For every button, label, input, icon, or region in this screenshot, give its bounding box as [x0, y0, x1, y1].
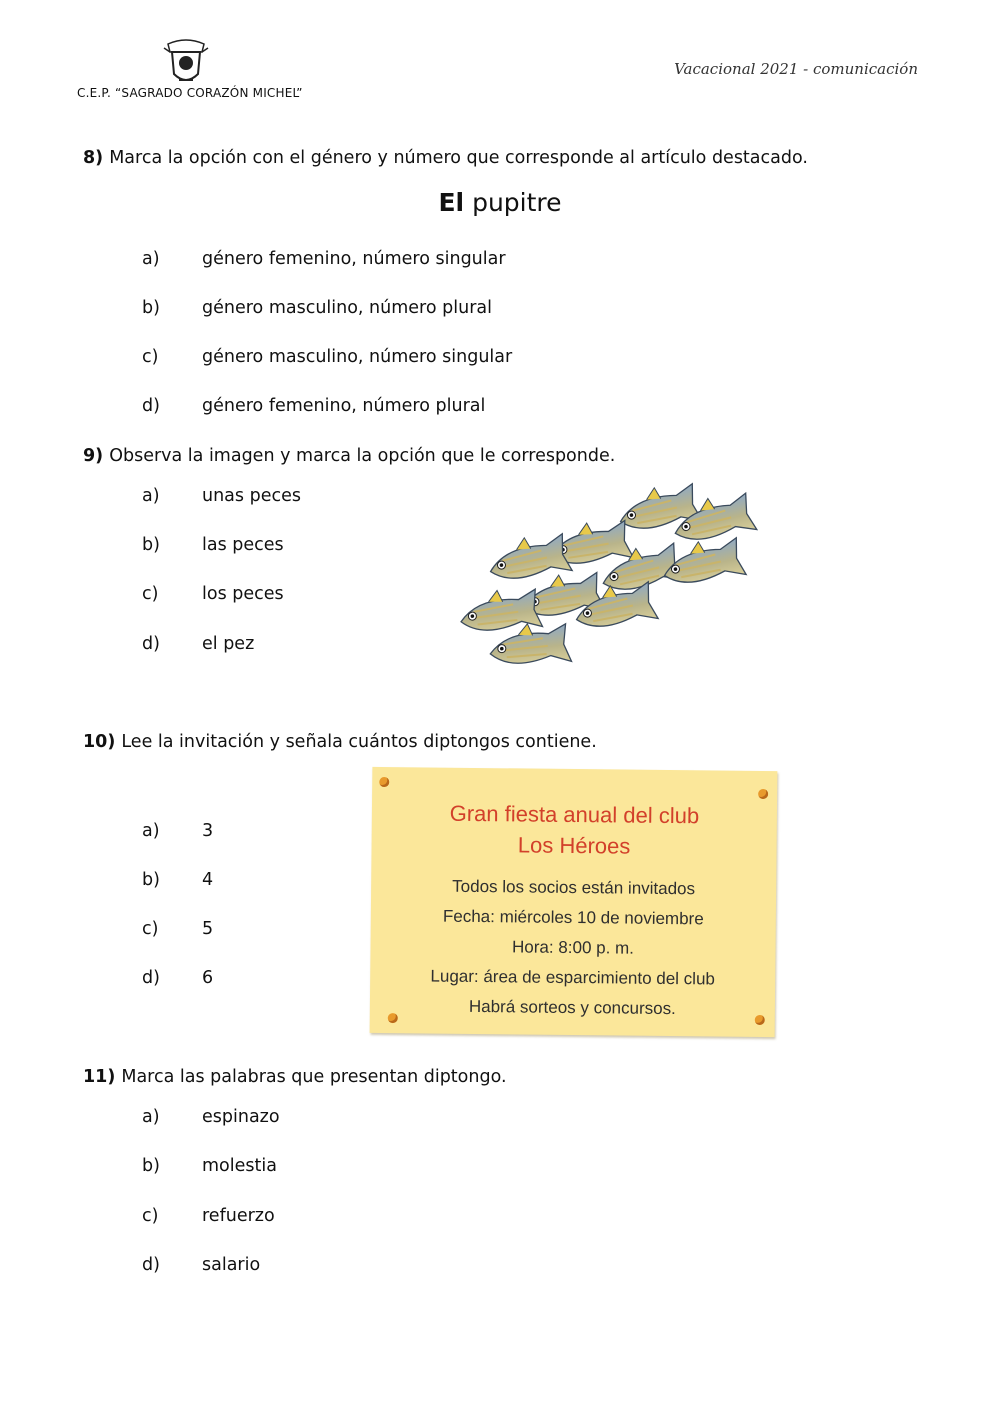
- invitation-line: Lugar: área de esparcimiento del club: [430, 966, 716, 989]
- school-name: C.E.P. “SAGRADO CORAZÓN MICHEL”: [77, 86, 303, 100]
- invitation-line: Hora: 8:00 p. m.: [511, 937, 635, 958]
- question-number: 10): [83, 732, 116, 752]
- phrase-noun: pupitre: [472, 188, 562, 217]
- question-text: Marca la opción con el género y número que corresponde al artículo destacado.: [109, 148, 808, 168]
- question-text: Marca las palabras que presentan diptongo.: [121, 1067, 507, 1087]
- option-letter: c): [142, 584, 159, 604]
- option-text: género masculino, número singular: [202, 347, 513, 367]
- option-text: refuerzo: [202, 1206, 275, 1226]
- option-text: unas peces: [202, 486, 301, 506]
- question-9: [83, 446, 615, 466]
- option-text: molestia: [202, 1156, 277, 1176]
- option-text: género masculino, número plural: [202, 298, 492, 318]
- phrase-article: El: [438, 188, 465, 217]
- option-letter: d): [142, 968, 160, 988]
- highlighted-phrase: [0, 188, 1000, 217]
- option-letter: d): [142, 396, 160, 416]
- question-number: 8): [83, 148, 104, 168]
- option-letter: d): [142, 1255, 160, 1275]
- option-letter: a): [142, 486, 160, 506]
- invitation-title-line1: Gran fiesta anual del club: [449, 800, 700, 829]
- option-text: 3: [202, 821, 214, 841]
- option-letter: b): [142, 870, 160, 890]
- option-letter: a): [142, 821, 160, 841]
- pin-icon: [388, 1013, 398, 1023]
- question-11: [83, 1067, 507, 1087]
- option-text: género femenino, número singular: [202, 249, 506, 269]
- question-number: 11): [83, 1067, 116, 1087]
- invitation-note: [370, 767, 778, 1037]
- question-10: [83, 732, 597, 752]
- pin-icon: [755, 1015, 765, 1025]
- option-text: 6: [202, 968, 214, 988]
- option-text: 4: [202, 870, 214, 890]
- option-letter: a): [142, 249, 160, 269]
- option-letter: a): [142, 1107, 160, 1127]
- option-letter: c): [142, 919, 159, 939]
- page-subtitle: Vacacional 2021 - comunicación: [674, 60, 918, 78]
- pin-icon: [379, 777, 389, 787]
- option-text: las peces: [202, 535, 284, 555]
- pin-icon: [758, 789, 768, 799]
- option-letter: c): [142, 1206, 159, 1226]
- fish-school-illustration: [448, 482, 760, 687]
- invitation-line: Todos los socios están invitados: [452, 876, 696, 899]
- option-letter: d): [142, 634, 160, 654]
- option-text: el pez: [202, 634, 255, 654]
- option-text: espinazo: [202, 1107, 280, 1127]
- question-text: Lee la invitación y señala cuántos diptongos contiene.: [121, 732, 597, 752]
- option-text: género femenino, número plural: [202, 396, 486, 416]
- invitation-line: Habrá sorteos y concursos.: [468, 996, 676, 1019]
- option-letter: b): [142, 1156, 160, 1176]
- option-text: 5: [202, 919, 214, 939]
- option-text: salario: [202, 1255, 261, 1275]
- option-letter: b): [142, 535, 160, 555]
- option-letter: c): [142, 347, 159, 367]
- school-crest-icon: [162, 38, 210, 88]
- option-text: los peces: [202, 584, 284, 604]
- question-number: 9): [83, 446, 104, 466]
- invitation-title-line2: Los Héroes: [517, 832, 631, 859]
- question-8: [83, 148, 808, 168]
- invitation-line: Fecha: miércoles 10 de noviembre: [442, 906, 704, 929]
- option-letter: b): [142, 298, 160, 318]
- question-text: Observa la imagen y marca la opción que le corresponde.: [109, 446, 616, 466]
